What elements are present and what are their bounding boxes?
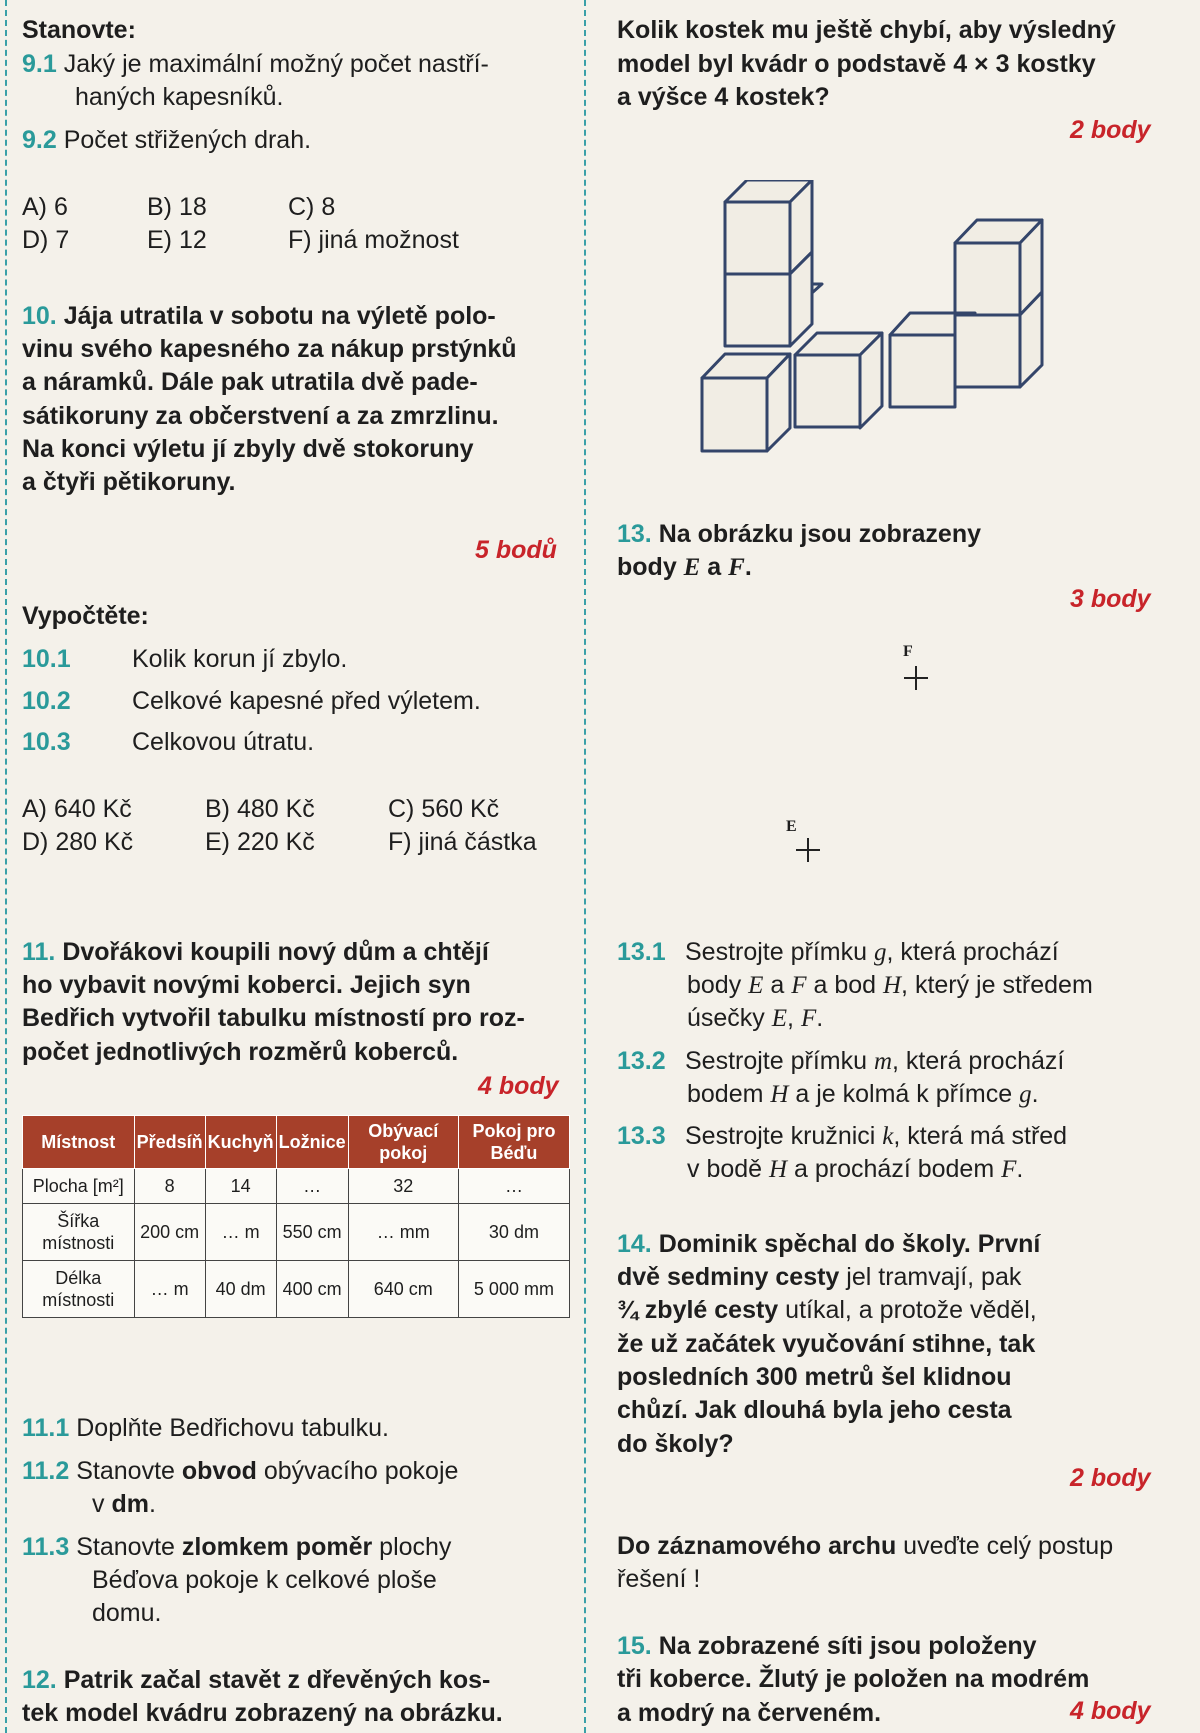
table-header: Předsíň: [134, 1116, 205, 1169]
table-cell: 640 cm: [348, 1261, 458, 1318]
q14-line6: chůzí. Jak dlouhá byla jeho cesta: [617, 1396, 1012, 1424]
q10-3-text: Celkovou útratu.: [132, 728, 315, 756]
q10-text: Jája utratila v sobotu na výletě polo-: [63, 302, 496, 330]
q15-text: Na zobrazené síti jsou položeny: [658, 1632, 1037, 1660]
q15-line2: tři koberce. Žlutý je položen na modrém: [617, 1665, 1090, 1693]
q11-3-line2: Béďova pokoje k celkové ploše: [92, 1566, 437, 1594]
table-cell: Šířka místnosti: [23, 1204, 135, 1261]
q13-1-line2: [687, 969, 1093, 1002]
line-g-ref: g: [873, 939, 887, 966]
q11-line1: [22, 936, 489, 969]
q13-3-l2-text: v bodě: [687, 1155, 770, 1183]
q13-1-text-end: , která prochází: [886, 938, 1059, 966]
q10-option-d: D) 280 Kč: [22, 828, 134, 856]
q10-number: 10.: [22, 302, 57, 330]
q11-points: 4 body: [478, 1072, 559, 1100]
q13-2-text-end: , která prochází: [892, 1047, 1065, 1075]
table-cell: … m: [134, 1261, 205, 1318]
q15-line1: [617, 1630, 1037, 1663]
q11-line2: ho vybavit novými koberci. Jejich syn: [22, 971, 471, 999]
q10-option-c: C) 560 Kč: [388, 795, 500, 823]
q12-right-line1: Kolik kostek mu ještě chybí, aby výsledný: [617, 16, 1116, 44]
q11-2-text-end: obývacího pokoje: [256, 1457, 459, 1485]
point-f-ref: F: [800, 1005, 817, 1032]
table-cell: … mm: [348, 1204, 458, 1261]
q10-option-e: E) 220 Kč: [205, 828, 315, 856]
q14-note-line2: řešení !: [617, 1565, 701, 1593]
q13-1-l2-conj: a: [763, 971, 792, 999]
cube-face: [702, 378, 767, 451]
q9-option-c: C) 8: [288, 193, 336, 221]
q9-option-b: B) 18: [147, 193, 207, 221]
q9-2-number: 9.2: [22, 126, 57, 154]
q10-3: [22, 726, 314, 759]
q14-line1: [617, 1228, 1040, 1261]
q13-1-l2-end: , který je středem: [901, 971, 1093, 999]
table-row: [23, 1261, 570, 1318]
rooms-table: [22, 1115, 570, 1318]
q14-bold: První: [977, 1230, 1041, 1258]
q9-2-text: Počet střižených drah.: [63, 126, 312, 154]
q10-line4: sátikoruny za občerstvení a za zmrzlinu.: [22, 402, 499, 430]
q13-text: Na obrázku jsou zobrazeny: [658, 520, 982, 548]
table-cell: Plocha [m²]: [23, 1169, 135, 1204]
q15-points: 4 body: [1070, 1697, 1151, 1725]
q14-points: 2 body: [1070, 1464, 1151, 1492]
q9-option-d: D) 7: [22, 226, 70, 254]
q13-2-number: 13.2: [617, 1047, 666, 1075]
q10-heading: Vypočtěte:: [22, 602, 149, 630]
q14-number: 14.: [617, 1230, 652, 1258]
q13-3-number: 13.3: [617, 1122, 666, 1150]
q13-1-l3-text: úsečky: [687, 1004, 772, 1032]
q13-3-l2-period: .: [1016, 1155, 1024, 1183]
line-m-ref: m: [873, 1048, 893, 1075]
point-f-label: F: [903, 643, 913, 660]
q13-1-l2-text: body: [687, 971, 749, 999]
table-cell: 14: [205, 1169, 276, 1204]
q11-2-period: .: [148, 1490, 156, 1518]
q13-1-line3: [687, 1002, 823, 1035]
point-h-ref: H: [770, 1081, 789, 1108]
column-dashed-divider: [584, 0, 586, 1733]
q14-line7: do školy?: [617, 1430, 734, 1458]
q9-heading: Stanovte:: [22, 16, 136, 44]
q10-1: [22, 643, 347, 676]
q13-1: [617, 936, 1059, 969]
table-cell: 40 dm: [205, 1261, 276, 1318]
table-row: [23, 1169, 570, 1204]
table-cell: … m: [205, 1204, 276, 1261]
q13-2: [617, 1045, 1064, 1078]
table-header: Ložnice: [276, 1116, 348, 1169]
q11-3-number: 11.3: [22, 1533, 70, 1561]
cube-face: [890, 335, 955, 407]
q13-3-l2-mid: a prochází bodem: [787, 1155, 1002, 1183]
q11-2-bold: obvod: [181, 1457, 257, 1485]
q13-period: .: [744, 553, 752, 581]
table-header: Pokoj pro Béďu: [458, 1116, 569, 1169]
table-header: Místnost: [23, 1116, 135, 1169]
q13-2-line2: [687, 1078, 1039, 1111]
cube-face: [725, 202, 790, 274]
q11-2-unit: dm: [111, 1490, 149, 1518]
q14-line2: [617, 1261, 1021, 1294]
cube-face: [725, 274, 790, 346]
q11-3-text-end: plochy: [372, 1533, 452, 1561]
q13-2-l2-period: .: [1031, 1080, 1039, 1108]
q10-line6: a čtyři pětikoruny.: [22, 468, 236, 496]
q10-line3: a náramků. Dále pak utratila dvě pade-: [22, 368, 478, 396]
q13-conj: a: [700, 553, 729, 581]
q12-number: 12.: [22, 1666, 57, 1694]
q14-l3-bold: ¾ zbylé cesty: [617, 1296, 779, 1324]
q12-line1: [22, 1664, 490, 1697]
q14-note-bold: Do záznamového archu: [617, 1532, 897, 1560]
q10-line2: vinu svého kapesného za nákup prstýnků: [22, 335, 517, 363]
q12-right-line3: a výšce 4 kostek?: [617, 83, 830, 111]
line-g-ref: g: [1019, 1081, 1032, 1108]
q11-1: [22, 1412, 389, 1445]
q11-2-line2-text: v: [92, 1490, 112, 1518]
q13-2-l2-text: bodem: [687, 1080, 771, 1108]
table-cell: 8: [134, 1169, 205, 1204]
q11-1-number: 11.1: [22, 1414, 70, 1442]
q11-2-text: Stanovte: [76, 1457, 182, 1485]
point-h-ref: H: [882, 972, 902, 999]
q11-3-line3: domu.: [92, 1599, 162, 1627]
table-cell: 32: [348, 1169, 458, 1204]
q13-line2: [617, 551, 752, 584]
q13-1-number: 13.1: [617, 938, 666, 966]
q10-line1: [22, 300, 496, 333]
q12-points: 2 body: [1070, 116, 1151, 144]
q14-note: [617, 1530, 1113, 1563]
q11-number: 11.: [22, 938, 56, 966]
q13-3-text-end: , která má střed: [893, 1122, 1068, 1150]
q13-3-line2: [687, 1153, 1023, 1186]
q12-right-line2: model byl kvádr o podstavě 4 × 3 kostky: [617, 50, 1096, 78]
table-header-row: [23, 1116, 570, 1169]
q13-point-f-ref: F: [728, 554, 745, 581]
q10-option-a: A) 640 Kč: [22, 795, 132, 823]
q13-2-l2-mid: a je kolmá k přímce: [788, 1080, 1020, 1108]
point-e-ref: E: [748, 972, 764, 999]
q11-text: Dvořákovi koupili nový dům a chtějí: [62, 938, 489, 966]
q10-1-number: 10.1: [22, 645, 71, 673]
q11-3-bold: zlomkem poměr: [181, 1533, 373, 1561]
q9-2: [22, 124, 311, 157]
q11-line3: Bedřich vytvořil tabulku místností pro roz-: [22, 1004, 525, 1032]
q14-line4: že už začátek vyučování stihne, tak: [617, 1330, 1036, 1358]
q10-3-number: 10.3: [22, 728, 71, 756]
table-header: Kuchyň: [205, 1116, 276, 1169]
q10-2-number: 10.2: [22, 687, 71, 715]
q13-1-l2-mid: a bod: [806, 971, 883, 999]
q10-2-text: Celkové kapesné před výletem.: [132, 687, 481, 715]
q13-line2-text: body: [617, 553, 684, 581]
q11-2-number: 11.2: [22, 1457, 70, 1485]
cube-face: [955, 315, 1020, 387]
q12-text: Patrik začal stavět z dřevěných kos-: [63, 1666, 491, 1694]
q13-3: [617, 1120, 1067, 1153]
point-e-cross-icon: [796, 838, 820, 862]
point-f-cross-icon: [904, 666, 928, 690]
q13-1-text: Sestrojte přímku: [685, 938, 874, 966]
table-cell: 200 cm: [134, 1204, 205, 1261]
point-e-ref: E: [771, 1005, 788, 1032]
left-dashed-border: [5, 0, 7, 1733]
q11-3: [22, 1531, 451, 1564]
table-cell: 5 000 mm: [458, 1261, 569, 1318]
table-row: [23, 1204, 570, 1261]
point-f-ref: F: [1001, 1156, 1017, 1183]
q12-line2: tek model kvádru zobrazený na obrázku.: [22, 1699, 503, 1727]
q14-line3: [617, 1294, 1037, 1327]
table-cell: 550 cm: [276, 1204, 348, 1261]
q9-1-line1: Jaký je maximální možný počet nastří-: [63, 50, 489, 78]
q13-points: 3 body: [1070, 585, 1151, 613]
q10-points: 5 bodů: [475, 536, 557, 564]
q13-2-text: Sestrojte přímku: [685, 1047, 874, 1075]
q13-point-e-ref: E: [683, 554, 701, 581]
q10-option-f: F) jiná částka: [388, 828, 537, 856]
point-e-label: E: [786, 818, 797, 835]
cube-face: [795, 355, 860, 427]
table-cell: 30 dm: [458, 1204, 569, 1261]
q9-option-a: A) 6: [22, 193, 68, 221]
cube-model-figure: [690, 180, 1060, 460]
q13-3-text: Sestrojte kružnici: [685, 1122, 883, 1150]
q15-number: 15.: [617, 1632, 652, 1660]
q13-1-l3-comma: ,: [787, 1004, 801, 1032]
q14-text: Dominik spěchal do školy.: [658, 1230, 978, 1258]
q9-1-number: 9.1: [22, 50, 57, 78]
q9-1: [22, 48, 489, 81]
q10-2: [22, 685, 481, 718]
q11-line4: počet jednotlivých rozměrů koberců.: [22, 1038, 459, 1066]
q14-l3-text: utíkal, a protože věděl,: [778, 1296, 1037, 1324]
table-cell: …: [276, 1169, 348, 1204]
cube-face: [955, 243, 1020, 315]
q9-option-f: F) jiná možnost: [288, 226, 459, 254]
q14-l2-bold: dvě sedminy cesty: [617, 1263, 840, 1291]
q14-l2-text: jel tramvají, pak: [839, 1263, 1022, 1291]
q13-line1: [617, 518, 981, 551]
table-cell: …: [458, 1169, 569, 1204]
point-f-ref: F: [791, 972, 807, 999]
circle-k-ref: k: [882, 1123, 894, 1150]
q11-2: [22, 1455, 458, 1488]
table-header: Obývací pokoj: [348, 1116, 458, 1169]
q10-option-b: B) 480 Kč: [205, 795, 315, 823]
q14-line5: posledních 300 metrů šel klidnou: [617, 1363, 1012, 1391]
q13-number: 13.: [617, 520, 652, 548]
table-cell: Délka místnosti: [23, 1261, 135, 1318]
point-h-ref: H: [769, 1156, 788, 1183]
q13-1-l3-period: .: [816, 1004, 824, 1032]
q10-line5: Na konci výletu jí zbyly dvě stokoruny: [22, 435, 474, 463]
q9-1-line2: haných kapesníků.: [75, 83, 284, 111]
q11-3-text: Stanovte: [76, 1533, 182, 1561]
q10-1-text: Kolik korun jí zbylo.: [132, 645, 348, 673]
table-cell: 400 cm: [276, 1261, 348, 1318]
q9-option-e: E) 12: [147, 226, 207, 254]
q11-1-text: Doplňte Bedřichovu tabulku.: [76, 1414, 389, 1442]
q11-2-line2: [92, 1488, 156, 1521]
q15-line3: a modrý na červeném.: [617, 1699, 882, 1727]
q14-note-text: uveďte celý postup: [896, 1532, 1114, 1560]
